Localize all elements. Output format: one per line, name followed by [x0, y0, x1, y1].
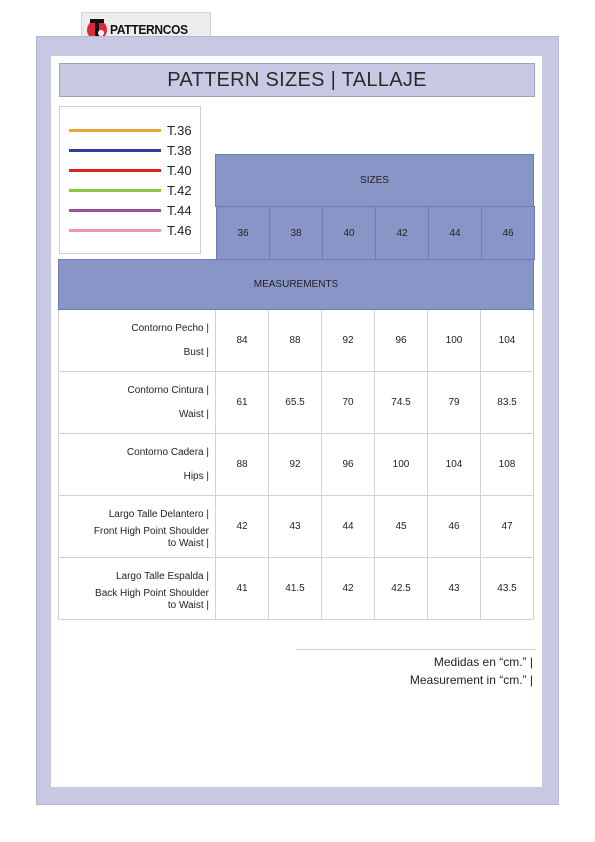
size-legend — [59, 106, 201, 254]
measurement-label — [58, 496, 216, 558]
logo-text: PATTERNCOS — [110, 21, 188, 37]
measurement-label-es: Contorno Cintura | — [127, 385, 209, 396]
measurement-label — [58, 310, 216, 372]
table-cell: 84 — [216, 310, 269, 372]
note-divider — [296, 649, 536, 650]
legend-label: T.46 — [167, 223, 192, 238]
table-cell: 41 — [216, 558, 269, 620]
sizes-header: SIZES — [215, 154, 534, 207]
table-cell: 42 — [216, 496, 269, 558]
table-cell: 61 — [216, 372, 269, 434]
table-cell: 92 — [269, 434, 322, 496]
table-cell: 100 — [375, 434, 428, 496]
table-cell: 96 — [375, 310, 428, 372]
legend-swatch — [69, 189, 161, 192]
table-cell: 83.5 — [481, 372, 534, 434]
table-cell: 44 — [322, 496, 375, 558]
legend-label: T.38 — [167, 143, 192, 158]
measurement-label — [58, 558, 216, 620]
measurement-label-es: Contorno Pecho | — [131, 323, 209, 334]
table-cell: 104 — [481, 310, 534, 372]
measurement-label-en: Hips | — [183, 471, 209, 482]
measurement-label-en: Back High Point Shoulder to Waist | — [95, 588, 209, 611]
table-cell: 42 — [322, 558, 375, 620]
legend-swatch — [69, 229, 161, 232]
measurement-label-en: Bust | — [183, 347, 209, 358]
measurement-label — [58, 434, 216, 496]
table-cell: 88 — [269, 310, 322, 372]
page-title: PATTERN SIZES | TALLAJE — [59, 63, 535, 97]
table-cell: 108 — [481, 434, 534, 496]
legend-label: T.40 — [167, 163, 192, 178]
table-cell: 92 — [322, 310, 375, 372]
table-cell: 42.5 — [375, 558, 428, 620]
measurement-label-es: Largo Talle Delantero | — [108, 509, 209, 520]
size-column-header: 44 — [428, 206, 482, 260]
legend-swatch — [69, 209, 161, 212]
table-cell: 65.5 — [269, 372, 322, 434]
size-column-header: 42 — [375, 206, 429, 260]
legend-label: T.42 — [167, 183, 192, 198]
legend-swatch — [69, 149, 161, 152]
measurement-label-es: Largo Talle Espalda | — [115, 571, 209, 582]
legend-item — [60, 201, 200, 221]
table-cell: 74.5 — [375, 372, 428, 434]
legend-item — [60, 221, 200, 241]
table-cell: 79 — [428, 372, 481, 434]
table-cell: 96 — [322, 434, 375, 496]
table-cell: 70 — [322, 372, 375, 434]
table-cell: 43 — [269, 496, 322, 558]
legend-swatch — [69, 129, 161, 132]
table-cell: 43.5 — [481, 558, 534, 620]
legend-item — [60, 161, 200, 181]
legend-item — [60, 141, 200, 161]
units-note-es: Medidas en “cm.” | — [433, 655, 533, 669]
table-cell: 46 — [428, 496, 481, 558]
table-cell: 88 — [216, 434, 269, 496]
size-column-header: 38 — [269, 206, 323, 260]
measurement-label-en: Waist | — [178, 409, 209, 420]
measurement-label — [58, 372, 216, 434]
legend-swatch — [69, 169, 161, 172]
legend-item — [60, 181, 200, 201]
table-cell: 47 — [481, 496, 534, 558]
table-cell: 100 — [428, 310, 481, 372]
table-cell: 45 — [375, 496, 428, 558]
table-cell: 41.5 — [269, 558, 322, 620]
measurement-label-en: Front High Point Shoulder to Waist | — [93, 526, 209, 549]
legend-label: T.36 — [167, 123, 192, 138]
size-column-header: 40 — [322, 206, 376, 260]
measurement-label-es: Contorno Cadera | — [126, 447, 209, 458]
table-cell: 43 — [428, 558, 481, 620]
units-note-en: Measurement in “cm.” | — [409, 673, 533, 687]
legend-label: T.44 — [167, 203, 192, 218]
size-column-header: 36 — [216, 206, 270, 260]
measurements-header: MEASUREMENTS — [58, 259, 534, 310]
legend-item — [60, 121, 200, 141]
size-column-header: 46 — [481, 206, 535, 260]
table-cell: 104 — [428, 434, 481, 496]
